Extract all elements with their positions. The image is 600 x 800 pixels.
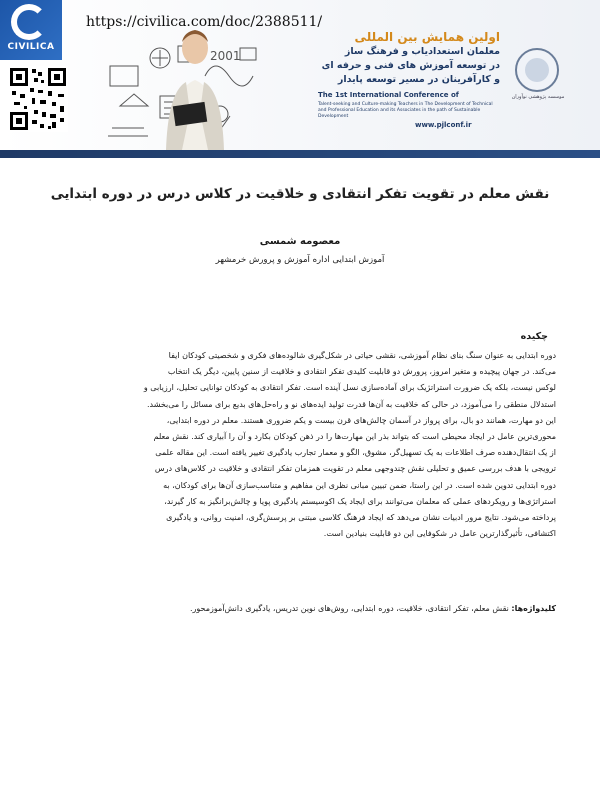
abstract-line: استدلال منطقی را می‌آموزد، در حالی که خلاقیت به آن‌ها قدرت تولید ایده‌های نو و راه‌حل‌های بدیع برای مسائل را می‌بخشد. — [146, 399, 556, 409]
institute-logo-caption: موسسه پژوهشی نوآوران — [511, 94, 565, 100]
abstract-line: محوری‌ترین عامل در ایجاد محیطی است که بتواند بذر این مهارت‌ها را در ذهن کودکان بکارد و آن را آبیاری کند. نقش معلم — [153, 432, 556, 442]
keywords — [48, 604, 556, 613]
abstract-line: می‌کند. در جهان پیچیده و متغیر امروز، پرورش دو قابلیت کلیدی تفکر انتقادی و خلاقیت از سنین پایین، دیگر یک انتخاب — [167, 367, 556, 377]
keywords-list: نقش معلم، تفکر انتقادی، خلاقیت، دوره ابتدایی، روش‌های نوین تدریس، یادگیری دانش‌آموزمحور. — [189, 604, 509, 613]
abstract-line: از یک انتقال‌دهنده صرف اطلاعات به یک تسهیل‌گر، مشوق، الگو و معمار تجارب یادگیری تغییر یافته است. این مقاله علمی — [155, 448, 556, 458]
conference-english-title: The 1st International Conference of — [318, 91, 459, 99]
conference-title-line1: اولین همایش بین المللی — [354, 30, 500, 44]
conference-title-line4: و کارآفرینان در مسیر توسعه پایدار — [337, 74, 500, 85]
conference-website[interactable]: www.pjlconf.ir — [415, 121, 472, 129]
banner-divider — [0, 150, 600, 158]
abstract-line: دوره ابتدایی به عنوان سنگ بنای نظام آموزشی، نقشی حیاتی در شکل‌گیری شالوده‌های فکری و شخصیتی کودکان ایفا — [168, 351, 556, 360]
abstract-line: لوکس نیست، بلکه یک ضرورت استراتژیک برای آماده‌سازی نسل آینده است. تفکر انتقادی به کودکان توانایی تحلیل، ارزیابی و — [143, 383, 556, 393]
abstract-line: اکتشافی، تأثیرگذارترین عامل در شکوفایی این دو قابلیت بنیادین است. — [323, 529, 556, 539]
civilica-logo[interactable] — [0, 0, 62, 60]
qr-code-icon — [8, 66, 68, 132]
conference-english-subtitle: Talent-seeking and Culture-making Teachers in The Development of Technical and Professional Education and its Associates in the path of Sustainable Development — [318, 102, 493, 119]
institute-logo-icon — [515, 48, 559, 92]
institute-emblem — [525, 58, 549, 82]
abstract-line: این دو مهارت، همانند دو بال، برای پرواز در آسمان چالش‌های قرن بیست و یکم ضروری هستند. معلم در دوره ابتدایی، — [166, 415, 556, 425]
author-affiliation: آموزش ابتدایی اداره آموزش و پرورش خرمشهر — [215, 255, 385, 265]
teacher-photo — [160, 20, 230, 150]
abstract-heading: چکیده — [520, 331, 548, 342]
abstract-body — [48, 348, 556, 542]
abstract-line: استراتژی‌ها و رویکردهای عملی که معلمان می‌توانند برای ایجاد یک اکوسیستم یادگیری پویا و چالش‌برانگیز به کار گیرند، — [164, 496, 556, 506]
abstract-line: ترویجی با هدف بررسی عمیق و تحلیلی نقش چندوجهی معلم در تقویت همزمان تفکر انتقادی و خلاقیت در کلاس‌های درس — [154, 464, 556, 474]
document-url[interactable]: https://civilica.com/doc/2388511/ — [86, 14, 323, 30]
author-name: معصومه شمسی — [259, 236, 341, 247]
conference-banner — [0, 0, 600, 158]
civilica-c-icon — [11, 4, 47, 40]
conference-title-line2: معلمان استعدادیاب و فرهنگ ساز — [344, 46, 500, 57]
conference-title-line3: در توسعه آموزش های فنی و حرفه ای — [321, 60, 500, 71]
abstract-line: دوره ابتدایی تدوین شده است. در این راستا، ضمن تبیین مبانی نظری این مفاهیم و متناسب‌سازی آن‌ها برای کودکان، به — [163, 480, 556, 490]
abstract-line: پرداخته می‌شود. نتایج مرور ادبیات نشان می‌دهد که ایجاد فرهنگ کلاسی مبتنی بر پرسش‌گری، امنیت روانی، و یادگیری — [166, 513, 556, 523]
paper-title: نقش معلم در تقویت تفکر انتقادی و خلاقیت در کلاس درس در دوره ابتدایی — [50, 186, 550, 202]
civilica-logo-text: CIVILICA — [7, 42, 55, 52]
keywords-label: کلیدواژه‌ها: — [511, 604, 556, 613]
svg-text:2001: 2001 — [210, 49, 241, 63]
